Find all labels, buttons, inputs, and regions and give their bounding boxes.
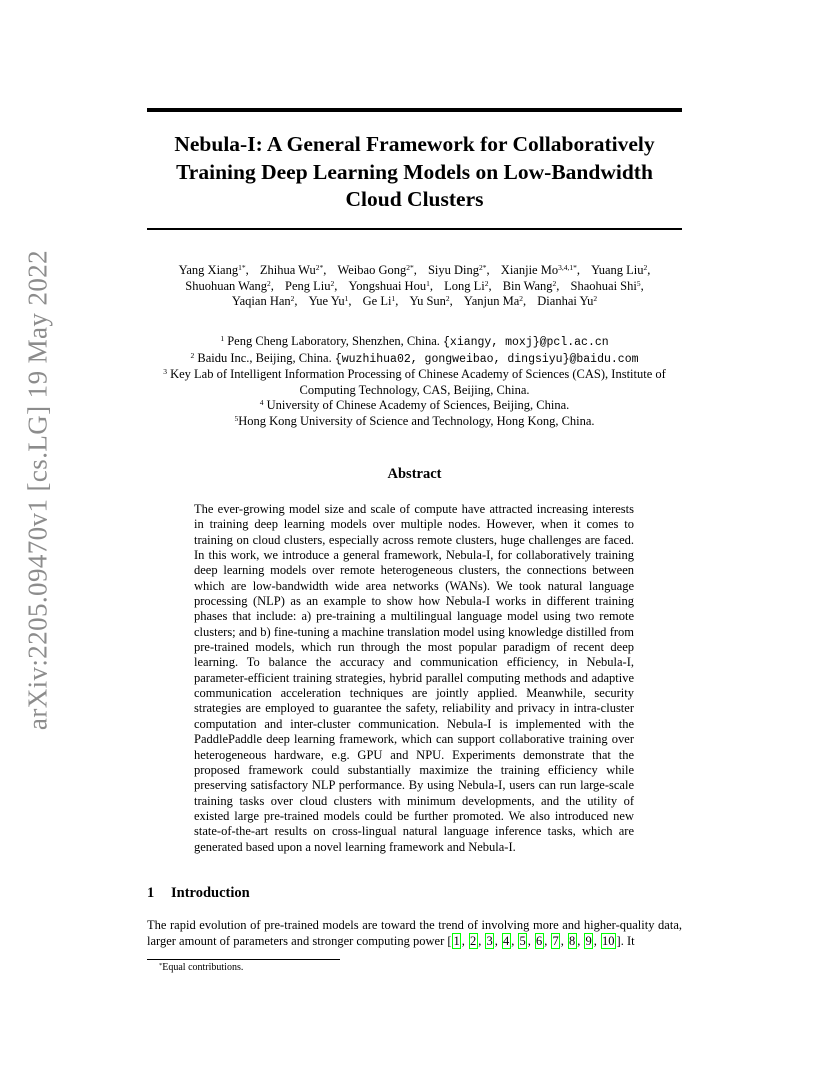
author: Peng Liu$^2$,: [285, 278, 338, 293]
section-title: Introduction: [171, 885, 250, 901]
title-rule-bottom: [147, 228, 682, 230]
affiliation-2: $^2$ Baidu Inc., Beijing, China. {wuzhihua02, gongweibao, dingsiyu}@baidu.com: [190, 350, 639, 366]
affiliation-5: $^5$Hong Kong University of Science and Technology, Hong Kong, China.: [234, 413, 595, 428]
title-rule-top: [147, 108, 682, 112]
citation-link[interactable]: 5: [519, 933, 526, 948]
citation-link[interactable]: 2: [470, 933, 477, 948]
citation-link[interactable]: 3: [486, 933, 493, 948]
citation-link[interactable]: 10: [602, 933, 615, 948]
author: Ge Li$^1$,: [362, 294, 399, 308]
author: Shuohuan Wang$^2$,: [185, 278, 274, 293]
intro-paragraph: The rapid evolution of pre-trained models are toward the trend of involving more and higher-quality data, larger amount of parameters and stronger computing power [ 1 , 2 , 3 , 4 , 5 , 6 , 7 , 8 , 9 , 10 ]. It: [147, 918, 682, 948]
author: Bin Wang$^2$,: [502, 278, 560, 293]
citation-link[interactable]: 4: [503, 933, 510, 948]
author: Weibao Gong$^{2*}$,: [337, 263, 417, 277]
affiliation-4: $^4$ University of Chinese Academy of Sciences, Beijing, China.: [259, 398, 570, 412]
author: Dianhai Yu$^2$: [537, 294, 598, 308]
footnote-mark: *: [159, 962, 163, 969]
affiliation-3: $^3$ Key Lab of Intelligent Information Processing of Chinese Academy of Sciences (CAS), Institute of Computing Technology, CAS, Beijing, China.: [163, 367, 666, 397]
author: Yu Sun$^2$,: [409, 294, 453, 308]
author: Long Li$^2$,: [444, 278, 492, 293]
author: Yaqian Han$^2$,: [231, 294, 298, 308]
affiliation-1-email: {xiangy, moxj}@pcl.ac.cn: [443, 336, 609, 349]
author: Yongshuai Hou$^1$,: [348, 278, 433, 293]
author: Yanjun Ma$^2$,: [463, 294, 527, 308]
citation-link[interactable]: 7: [552, 933, 559, 948]
affiliations: [147, 334, 682, 429]
section-heading: [147, 885, 250, 902]
author: Yuang Liu$^2$,: [591, 263, 651, 277]
citation-link[interactable]: 1: [453, 933, 460, 948]
author: Yang Xiang$^{1*}$,: [178, 263, 249, 277]
author: Siyu Ding$^{2*}$,: [427, 263, 490, 277]
footnote: *Equal contributions.: [159, 962, 244, 973]
author-list: [147, 263, 682, 310]
author: Yue Yu$^1$,: [308, 294, 352, 308]
author: Zhihua $Wu^{2*}$,: [259, 263, 327, 277]
author: Xianjie $Mo^{3,4,1*}$,: [500, 263, 580, 277]
section-number: 1: [147, 885, 155, 901]
abstract-heading: Abstract: [387, 466, 442, 482]
citation-link[interactable]: 6: [536, 933, 543, 948]
paper-title: Nebula-I: A General Framework for Collaboratively Training Deep Learning Models on Low-Bandwidth Cloud Clusters: [174, 132, 655, 211]
footnote-rule: [147, 959, 340, 960]
arxiv-stamp: arXiv:2205.09470v1 [cs.LG] 19 May 2022: [22, 249, 53, 731]
affiliation-1: $^1$ Peng Cheng Laboratory, Shenzhen, China. {xiangy, moxj}@pcl.ac.cn: [220, 334, 609, 349]
author: Shaohuai Shi$^5$,: [570, 278, 644, 293]
abstract-body: The ever-growing model size and scale of compute have attracted increasing interests in training deep learning models over multiple nodes. However, when it comes to training on cloud clusters, especially across remote clusters, huge challenges are faced. In this work, we introduce a general framework, Nebula-I, for collaboratively training deep learning models over remote heterogeneous clusters, the connections between which are low-bandwidth wide area networks (WANs). We took natural language processing (NLP) as an example to show how Nebula-I works in different training phases that include: a) pre-training a multilingual language model using two remote clusters; and b) fine-tuning a machine translation model using knowledge distilled from pre-trained models, which run through the most popular paradigm of recent deep learning. To balance the accuracy and communication efficiency, in Nebula-I, parameter-efficient training strategies, hybrid parallel computing methods and adaptive communication acceleration techniques are jointly applied. Meanwhile, security strategies are employed to guarantee the safety, reliability and privacy in intra-cluster computation and inter-cluster communication. Nebula-I is implemented with the PaddlePaddle deep learning framework, which can support collaborative training over heterogeneous hardware, e.g. GPU and NPU. Experiments demonstrate that the proposed framework could substantially maximize the training efficiency while preserving satisfactory NLP performance. By using Nebula-I, users can run large-scale training tasks over cloud clusters with minimum developments, and the utility of existed large pre-trained models could be further promoted. We also introduced new state-of-the-art results on cross-lingual natural language inference tasks, which are generated based upon a novel learning framework and Nebula-I.: [194, 502, 634, 854]
affiliation-2-email: {wuzhihua02, gongweibao, dingsiyu}@baidu.com: [334, 352, 639, 366]
citation-link[interactable]: 8: [569, 933, 576, 948]
citation-link[interactable]: 9: [585, 933, 592, 948]
